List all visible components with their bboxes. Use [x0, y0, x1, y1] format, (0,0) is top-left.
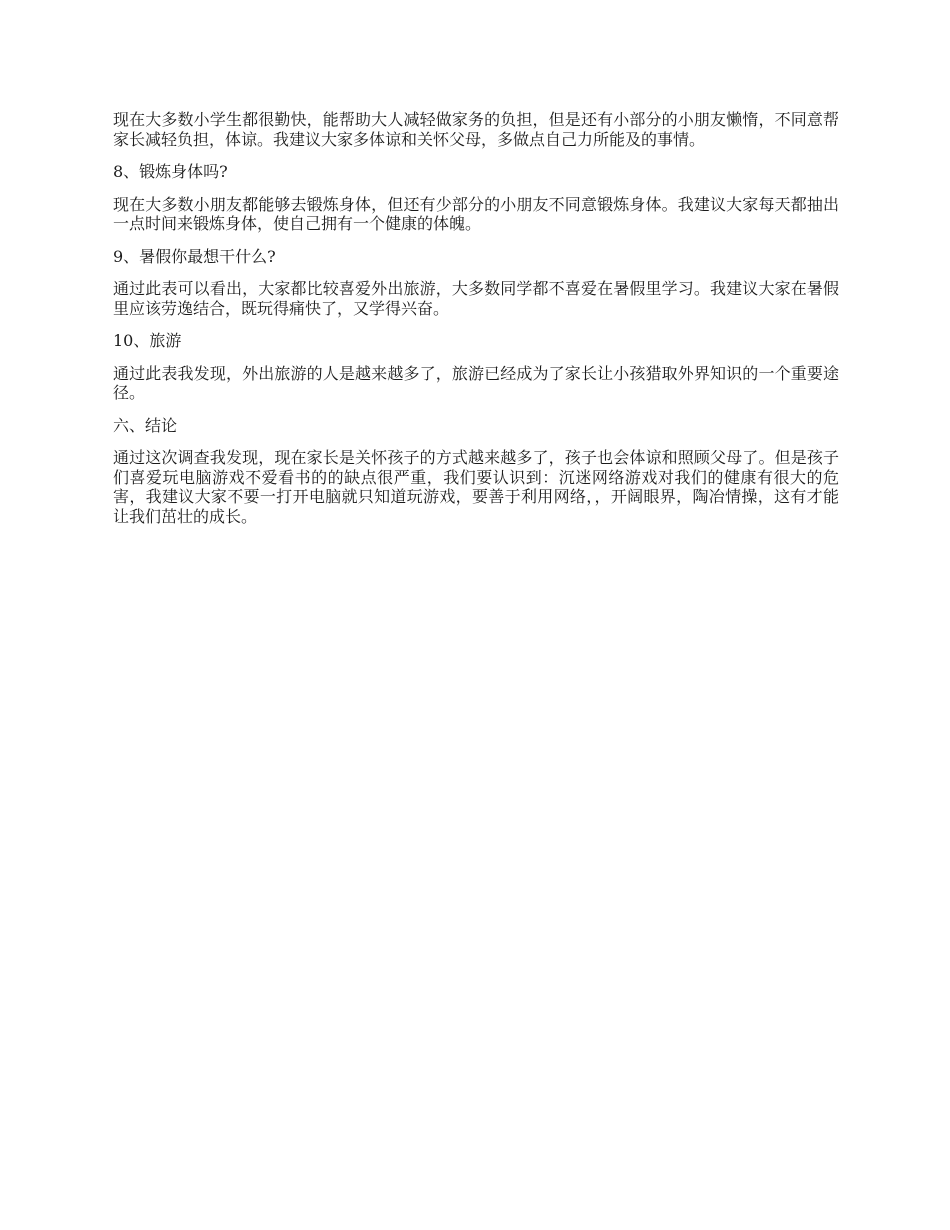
paragraph-travel: 通过此表我发现，外出旅游的人是越来越多了，旅游已经成为了家长让小孩猎取外界知识的一个重要途径。 — [113, 363, 839, 402]
paragraph-chores: 现在大多数小学生都很勤快，能帮助大人减轻做家务的负担，但是还有小部分的小朋友懒惰，不同意帮家长减轻负担，体谅。我建议大家多体谅和关怀父母，多做点自己力所能及的事情。 — [113, 110, 839, 149]
section-heading-exercise: 8、锻炼身体吗? — [113, 162, 228, 181]
section-heading-conclusion: 六、结论 — [113, 415, 178, 435]
paragraph-exercise: 现在大多数小朋友都能够去锻炼身体，但还有少部分的小朋友不同意锻炼身体。我建议大家每天都抽出一点时间来锻炼身体，使自己拥有一个健康的体魄。 — [113, 194, 839, 233]
section-heading-travel: 10、旅游 — [113, 331, 182, 350]
document-body — [113, 110, 839, 539]
section-heading-summer: 9、暑假你最想干什么? — [113, 246, 276, 266]
paragraph-conclusion: 通过这次调查我发现，现在家长是关怀孩子的方式越来越多了，孩子也会体谅和照顾父母了。但是孩子们喜爱玩电脑游戏不爱看书的的缺点很严重，我们要认识到：沉迷网络游戏对我们的健康有很大的危害，我建议大家不要一打开电脑就只知道玩游戏，要善于利用网络，，开阔眼界，陶冶情操，这有才能让我们茁壮的成长。 — [113, 448, 839, 526]
paragraph-summer: 通过此表可以看出，大家都比较喜爱外出旅游，大多数同学都不喜爱在暑假里学习。我建议大家在暑假里应该劳逸结合，既玩得痛快了，又学得兴奋。 — [113, 279, 839, 318]
